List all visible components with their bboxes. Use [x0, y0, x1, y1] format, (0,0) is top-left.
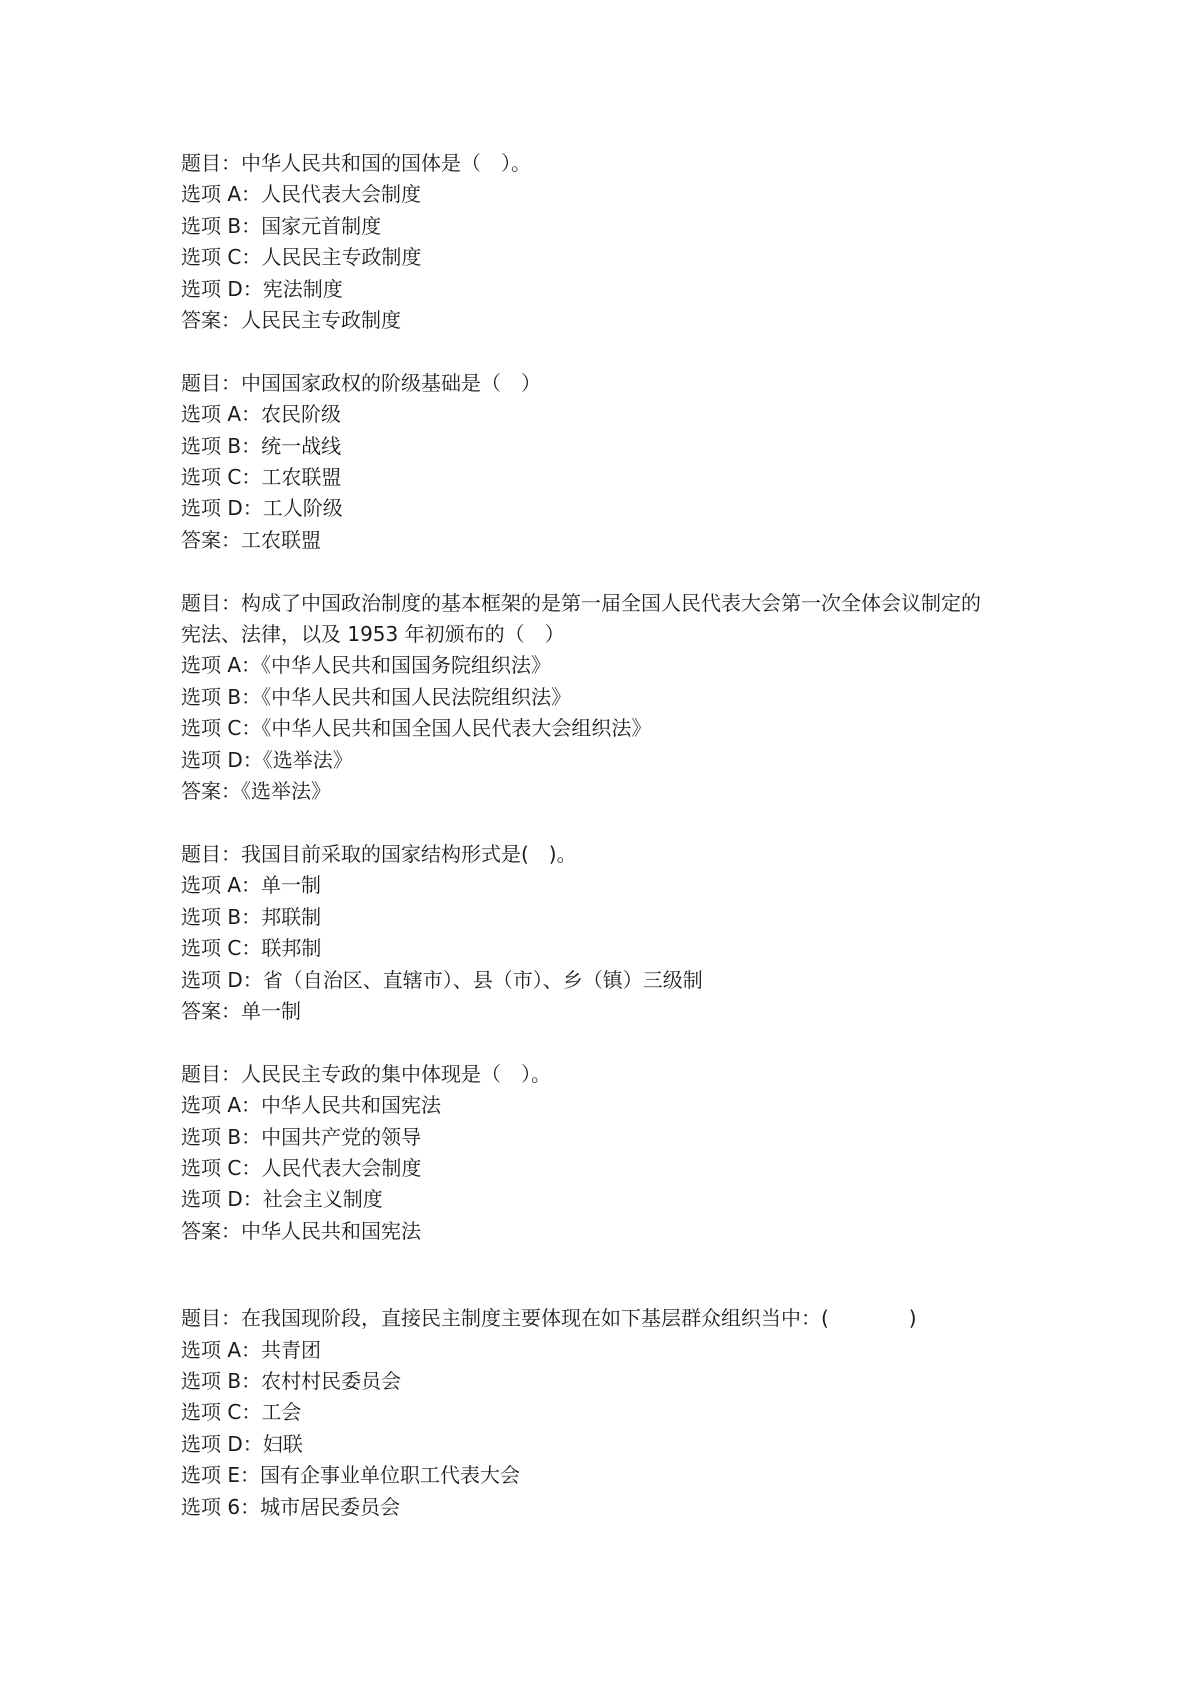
option-d: 选项 D：《选举法》 — [181, 747, 353, 772]
option-6: 选项 6：城市居民委员会 — [181, 1494, 401, 1519]
option-c: 选项 C：工会 — [181, 1400, 302, 1425]
option-b: 选项 B：中国共产党的领导 — [181, 1124, 422, 1149]
option-a: 选项 A：单一制 — [181, 873, 322, 898]
option-a: 选项 A：中华人民共和国宪法 — [181, 1093, 442, 1118]
option-c: 选项 C：《中华人民共和国全国人民代表大会组织法》 — [181, 716, 652, 741]
spacer — [181, 808, 1021, 839]
spacer — [181, 1027, 1021, 1058]
answer: 答案：工农联盟 — [181, 527, 321, 552]
question-block-3 — [181, 588, 1021, 808]
question-block-5 — [181, 1059, 1021, 1247]
option-a: 选项 A：人民代表大会制度 — [181, 182, 422, 207]
option-b: 选项 B：农村村民委员会 — [181, 1368, 402, 1393]
question-block-2 — [181, 368, 1021, 556]
question-block-4 — [181, 839, 1021, 1027]
question-list — [181, 148, 1021, 1523]
option-c: 选项 C：人民民主专政制度 — [181, 245, 422, 270]
question-block-1 — [181, 148, 1021, 336]
question-title-continued: 宪法、法律，以及 1953 年初颁布的（ ） — [181, 622, 565, 647]
option-a: 选项 A：共青团 — [181, 1337, 322, 1362]
option-a: 选项 A：《中华人民共和国国务院组织法》 — [181, 653, 552, 678]
option-d: 选项 D：工人阶级 — [181, 496, 343, 521]
question-title: 题目：我国目前采取的国家结构形式是( )。 — [181, 841, 577, 866]
question-block-6 — [181, 1303, 1021, 1523]
option-c: 选项 C：工农联盟 — [181, 465, 342, 490]
option-d: 选项 D：省（自治区、直辖市）、县（市）、乡（镇）三级制 — [181, 967, 703, 992]
option-c: 选项 C：人民代表大会制度 — [181, 1155, 422, 1180]
option-c: 选项 C：联邦制 — [181, 936, 322, 961]
option-d: 选项 D：社会主义制度 — [181, 1187, 383, 1212]
question-title: 题目：在我国现阶段，直接民主制度主要体现在如下基层群众组织当中：( ) — [181, 1306, 917, 1331]
answer: 答案：人民民主专政制度 — [181, 308, 401, 333]
question-title: 题目：人民民主专政的集中体现是（ ）。 — [181, 1061, 551, 1086]
option-b: 选项 B：邦联制 — [181, 904, 322, 929]
spacer — [181, 556, 1021, 587]
option-a: 选项 A：农民阶级 — [181, 402, 342, 427]
spacer — [181, 1247, 1021, 1303]
answer: 答案：中华人民共和国宪法 — [181, 1218, 421, 1243]
question-title: 题目：中国国家政权的阶级基础是（ ） — [181, 370, 541, 395]
question-title: 题目：构成了中国政治制度的基本框架的是第一届全国人民代表大会第一次全体会议制定的 — [181, 590, 981, 615]
answer: 答案：《选举法》 — [181, 779, 331, 804]
answer: 答案：单一制 — [181, 998, 301, 1023]
option-b: 选项 B：统一战线 — [181, 433, 342, 458]
option-d: 选项 D：宪法制度 — [181, 276, 343, 301]
question-title: 题目：中华人民共和国的国体是（ ）。 — [181, 151, 531, 175]
option-b: 选项 B：《中华人民共和国人民法院组织法》 — [181, 684, 572, 709]
option-d: 选项 D：妇联 — [181, 1431, 303, 1456]
option-e: 选项 E：国有企事业单位职工代表大会 — [181, 1463, 520, 1488]
spacer — [181, 336, 1021, 367]
option-b: 选项 B：国家元首制度 — [181, 213, 382, 238]
